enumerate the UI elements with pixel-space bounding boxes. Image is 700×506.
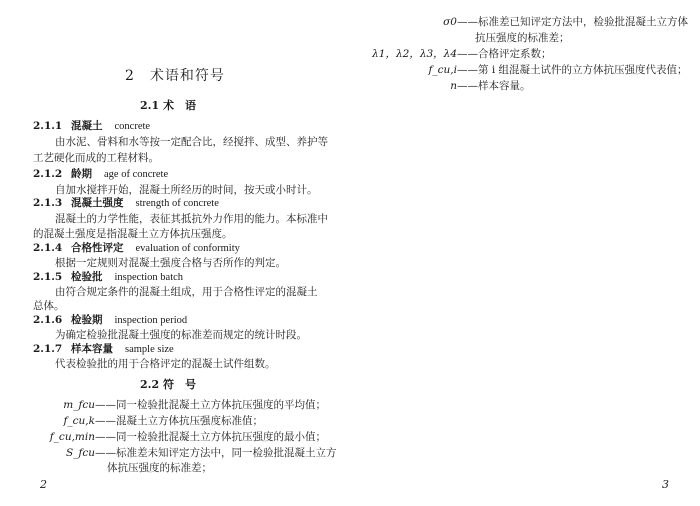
symbol-description: ——标准差未知评定方法中，同一检验批混凝土立方 xyxy=(95,447,337,459)
term-2-1-7 xyxy=(33,341,174,356)
term-chinese: 检验批 xyxy=(71,271,103,283)
symbol-description: ——第 i 组混凝土试件的立方体抗压强度代表值； xyxy=(457,64,688,76)
term-number: 2.1.6 xyxy=(33,314,63,326)
term-definition-line: 自加水搅拌开始，混凝土所经历的时间，按天或小时计。 xyxy=(55,184,318,196)
term-chinese: 检验期 xyxy=(71,314,103,326)
term-2-1-6 xyxy=(33,312,187,327)
symbol-row xyxy=(40,413,263,428)
symbol: σ0 xyxy=(443,16,457,28)
term-definition-line: 由符合规定条件的混凝土组成，用于合格性评定的混凝土 xyxy=(55,286,318,298)
term-definition-line: 由水泥、骨料和水等按一定配合比，经搅拌、成型、养护等 xyxy=(55,136,328,148)
symbol-row xyxy=(40,397,326,412)
term-number: 2.1.4 xyxy=(33,242,63,254)
section-symbols-heading: 2.2 符 号 xyxy=(140,378,196,391)
term-english: strength of concrete xyxy=(135,198,219,209)
term-definition-line: 工艺硬化而成的工程材料。 xyxy=(33,152,159,164)
section-terms-heading: 2.1 术 语 xyxy=(140,99,196,112)
right-page xyxy=(350,0,700,506)
symbol: f_cu,i xyxy=(428,64,457,76)
symbol: S_fcu xyxy=(66,447,95,459)
symbol-description: ——样本容量。 xyxy=(457,80,531,92)
term-number: 2.1.3 xyxy=(33,197,63,209)
page-number: 3 xyxy=(662,478,669,491)
term-english: sample size xyxy=(125,344,174,355)
term-chinese: 样本容量 xyxy=(71,343,113,355)
symbol-row xyxy=(365,46,552,61)
term-chinese: 混凝土强度 xyxy=(71,197,124,209)
term-english: inspection period xyxy=(114,315,188,326)
term-english: evaluation of conformity xyxy=(135,243,240,254)
term-number: 2.1.1 xyxy=(33,120,63,132)
term-number: 2.1.7 xyxy=(33,343,63,355)
symbol-row xyxy=(365,78,531,93)
symbol-row xyxy=(40,429,326,444)
term-2-1-3 xyxy=(33,195,219,210)
term-definition-line: 的混凝土强度是指混凝土立方体抗压强度。 xyxy=(33,228,233,240)
symbol: f_cu,k xyxy=(63,415,95,427)
term-definition-line: 总体。 xyxy=(33,300,65,312)
term-english: concrete xyxy=(114,121,151,132)
symbol: λ1，λ2，λ3，λ4 xyxy=(372,48,457,60)
term-definition-line: 根据一定规则对混凝土强度合格与否所作的判定。 xyxy=(55,257,286,269)
term-english: inspection batch xyxy=(114,272,184,283)
term-2-1-4 xyxy=(33,240,240,255)
term-english: age of concrete xyxy=(104,169,169,180)
term-chinese: 合格性评定 xyxy=(71,242,124,254)
term-2-1-2 xyxy=(33,166,168,181)
symbol-description: ——标准差已知评定方法中，检验批混凝土立方体 xyxy=(457,16,688,28)
term-number: 2.1.2 xyxy=(33,168,63,180)
symbol-row xyxy=(365,62,688,77)
term-definition-line: 为确定检验批混凝土强度的标准差而规定的统计时段。 xyxy=(55,329,307,341)
symbol-description: ——混凝土立方体抗压强度标准值； xyxy=(95,415,263,427)
symbol-description: ——同一检验批混凝土立方体抗压强度的最小值； xyxy=(95,431,326,443)
symbol-row xyxy=(365,14,688,29)
term-definition-line: 代表检验批的用于合格评定的混凝土试件组数。 xyxy=(55,358,276,370)
symbol: m_fcu xyxy=(63,399,95,411)
symbol-description: ——同一检验批混凝土立方体抗压强度的平均值； xyxy=(95,399,326,411)
page-number: 2 xyxy=(40,478,47,491)
term-chinese: 混凝土 xyxy=(71,120,103,132)
symbol: f_cu,min xyxy=(49,431,95,443)
term-chinese: 龄期 xyxy=(71,168,92,180)
term-2-1-1 xyxy=(33,118,150,133)
symbol-description: ——合格评定系数； xyxy=(457,48,552,60)
symbol-description-continued: 抗压强度的标准差； xyxy=(475,32,570,44)
term-number: 2.1.5 xyxy=(33,271,63,283)
symbol-description-continued: 体抗压强度的标准差； xyxy=(107,462,212,474)
term-2-1-5 xyxy=(33,269,183,284)
symbol: n xyxy=(450,80,457,92)
term-definition-line: 混凝土的力学性能，表征其抵抗外力作用的能力。本标准中 xyxy=(55,213,328,225)
chapter-title: 2 术语和符号 xyxy=(125,68,225,84)
symbol-row xyxy=(40,445,337,460)
